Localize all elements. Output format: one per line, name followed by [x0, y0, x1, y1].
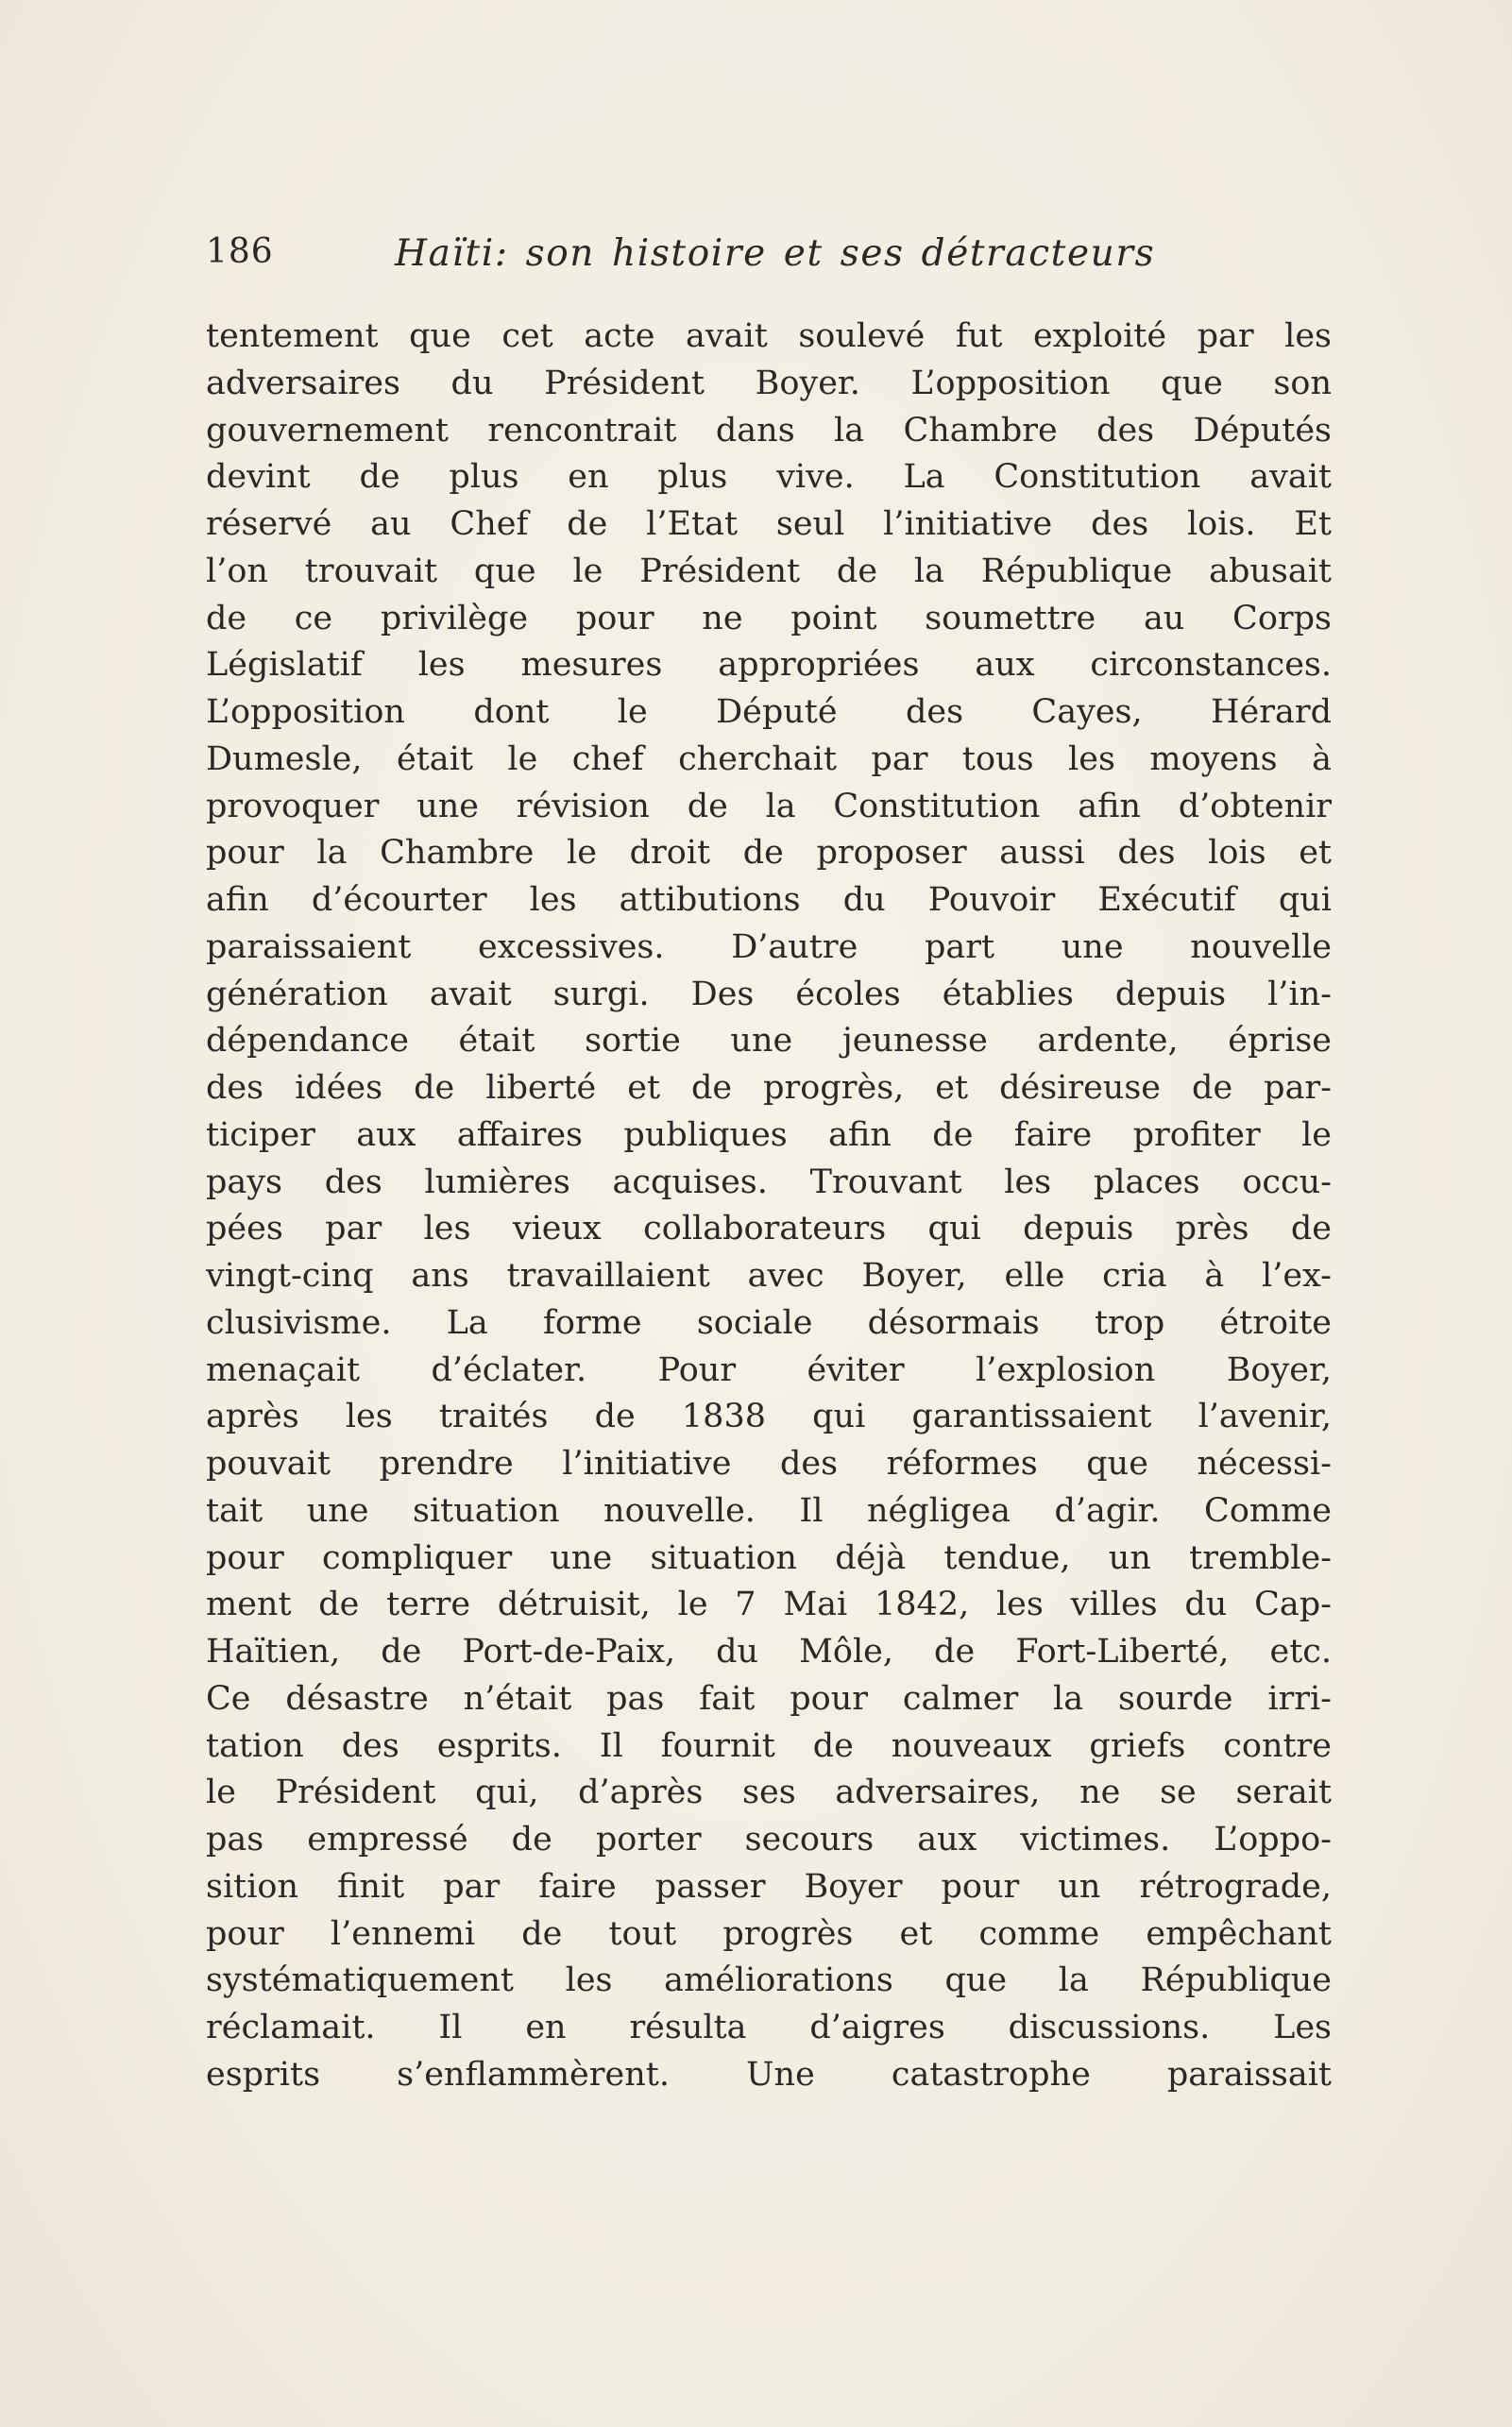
text-line: dépendance était sortie une jeunesse ardente, éprise	[206, 1022, 1332, 1061]
text-line: tation des esprits. Il fournit de nouveaux griefs contre	[206, 1726, 1332, 1765]
text-line: réservé au Chef de l’Etat seul l’initiative des lois. Et	[206, 505, 1332, 543]
text-line: menaçait d’éclater. Pour éviter l’explosion Boyer,	[206, 1350, 1332, 1389]
text-line: gouvernement rencontrait dans la Chambre des Députés	[206, 411, 1332, 450]
text-line: l’on trouvait que le Président de la République abusait	[206, 552, 1332, 590]
text-line: ticiper aux affaires publiques afin de faire profiter le	[206, 1115, 1332, 1154]
text-line: systématiquement les améliorations que la République	[206, 1961, 1332, 2000]
text-line: des idées de liberté et de progrès, et désireuse de par-	[206, 1069, 1332, 1107]
text-line: de ce privilège pour ne point soumettre au Corps	[206, 599, 1332, 637]
text-line: pour la Chambre le droit de proposer aussi des lois et	[206, 834, 1332, 873]
text-line: pas empressé de porter secours aux victimes. L’oppo-	[206, 1821, 1332, 1858]
text-line: sition finit par faire passer Boyer pour un rétrograde,	[206, 1867, 1332, 1906]
text-line: Ce désastre n’était pas fait pour calmer la sourde irri-	[206, 1679, 1332, 1718]
text-line: Haïtien, de Port-de-Paix, du Môle, de Fort-Liberté, etc.	[206, 1633, 1332, 1671]
text-line: le Président qui, d’après ses adversaires, ne se serait	[206, 1774, 1332, 1812]
running-title: Haïti: son histoire et ses détracteurs	[395, 232, 1156, 275]
text-line: clusivisme. La forme sociale désormais trop étroite	[206, 1303, 1332, 1342]
body-text	[206, 314, 1332, 2099]
text-line: pour l’ennemi de tout progrès et comme empêchant	[206, 1914, 1332, 1953]
text-line: esprits s’enflammèrent. Une catastrophe paraissait	[206, 2055, 1332, 2094]
text-line: paraissaient excessives. D’autre part une nouvelle	[206, 927, 1332, 966]
text-line: Législatif les mesures appropriées aux circonstances.	[206, 646, 1332, 685]
text-line: Dumesle, était le chef cherchait par tous les moyens à	[206, 739, 1332, 778]
text-line: provoquer une révision de la Constitution afin d’obtenir	[206, 787, 1332, 825]
text-line: tentement que cet acte avait soulevé fut exploité par les	[206, 317, 1332, 355]
text-line: pays des lumières acquises. Trouvant les places occu-	[206, 1163, 1332, 1201]
text-line: L’opposition dont le Député des Cayes, Hérard	[206, 693, 1332, 731]
page-number: 186	[206, 232, 274, 271]
text-line: après les traités de 1838 qui garantissaient l’avenir,	[206, 1398, 1332, 1436]
text-line: vingt-cinq ans travaillaient avec Boyer, elle cria à l’ex-	[206, 1257, 1332, 1295]
text-line: pouvait prendre l’initiative des réformes que nécessi-	[206, 1445, 1332, 1483]
text-line: tait une situation nouvelle. Il négligea d’agir. Comme	[206, 1491, 1332, 1530]
text-line: adversaires du Président Boyer. L’opposition que son	[206, 364, 1332, 402]
text-line: afin d’écourter les attibutions du Pouvoir Exécutif qui	[206, 881, 1332, 919]
text-line: pour compliquer une situation déjà tendue, un tremble-	[206, 1538, 1332, 1577]
text-line: ment de terre détruisit, le 7 Mai 1842, les villes du Cap-	[206, 1586, 1332, 1624]
text-line: devint de plus en plus vive. La Constitution avait	[206, 458, 1332, 497]
text-line: réclamait. Il en résulta d’aigres discussions. Les	[206, 2009, 1332, 2046]
page-header	[206, 232, 1339, 289]
text-line: génération avait surgi. Des écoles établies depuis l’in-	[206, 975, 1332, 1013]
text-line: pées par les vieux collaborateurs qui depuis près de	[206, 1210, 1332, 1248]
